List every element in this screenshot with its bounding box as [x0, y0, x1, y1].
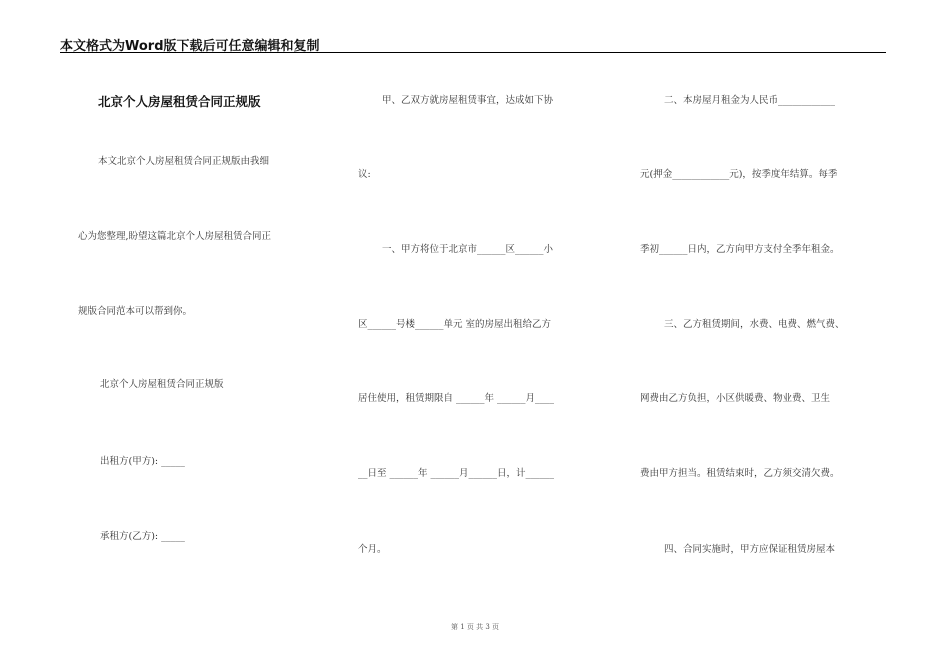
header-divider [60, 52, 886, 53]
paragraph-line: 甲、乙双方就房屋租赁事宜，达成如下协 [382, 95, 554, 106]
paragraph-line: 三、乙方租赁期间，水费、电费、燃气费、 [664, 319, 845, 330]
paragraph-line: 季初______日内，乙方向甲方支付全季年租金。 [640, 244, 840, 255]
paragraph-line: 区______号楼______单元 室的房屋出租给乙方 [358, 319, 552, 330]
paragraph-line: 四、合同实施时，甲方应保证租赁房屋本 [664, 544, 836, 555]
document-title: 北京个人房屋租赁合同正规版 [98, 94, 261, 109]
paragraph-line: 本文北京个人房屋租赁合同正规版由我细 [98, 156, 270, 167]
page-number: 第 1 页 共 3 页 [450, 623, 500, 631]
paragraph-line: 北京个人房屋租赁合同正规版 [100, 379, 224, 390]
paragraph-line: 居住使用，租赁期限自 ______年 ______月____ [358, 393, 555, 404]
paragraph-line: 网费由乙方负担，小区供暖费、物业费、卫生 [640, 393, 831, 404]
paragraph-line: 二、本房屋月租金为人民币____________ [664, 95, 836, 106]
paragraph-line: 议: [358, 169, 371, 180]
paragraph-line: 一、甲方将位于北京市______区______小 [382, 244, 554, 255]
lessor-line: 出租方(甲方): _____ [100, 456, 185, 467]
paragraph-line: 元(押金____________元)，按季度年结算。每季 [640, 169, 838, 180]
paragraph-line: 个月。 [358, 544, 387, 555]
paragraph-line: 心为您整理,盼望这篇北京个人房屋租赁合同正 [78, 231, 272, 242]
lessee-line: 承租方(乙方): _____ [100, 531, 185, 542]
paragraph-line: 费由甲方担当。租赁结束时，乙方须交清欠费。 [640, 468, 840, 479]
header-text: 本文格式为Word版下载后可任意编辑和复制 [60, 39, 320, 54]
paragraph-line: __日至 ______年 ______月______日，计______ [358, 468, 555, 479]
paragraph-line: 规版合同范本可以帮到你。 [78, 306, 193, 317]
